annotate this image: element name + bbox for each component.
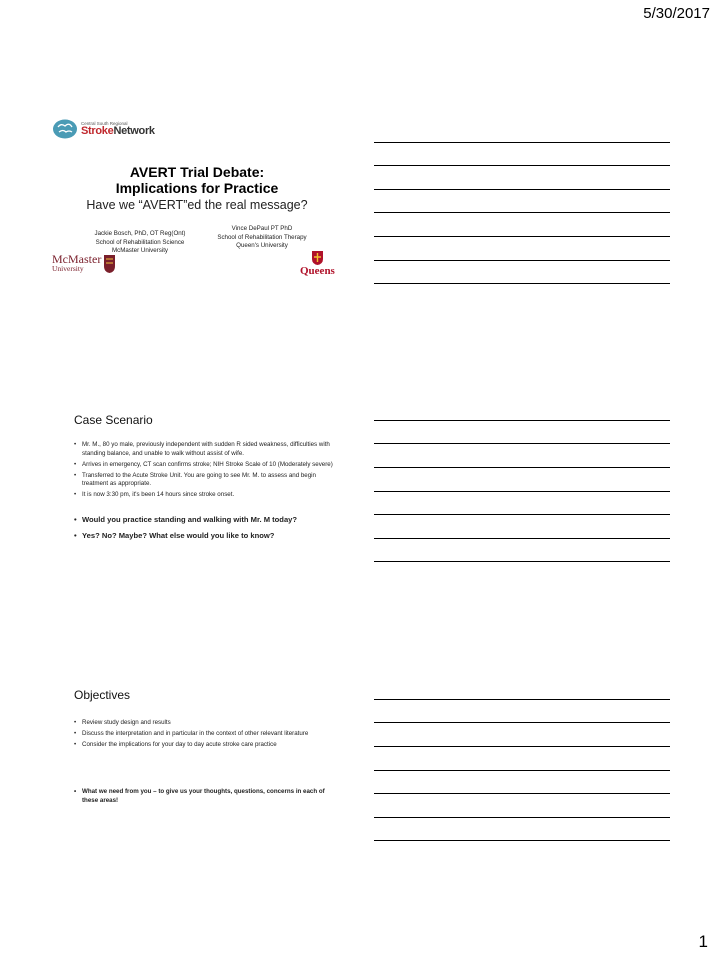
slide1-title-line1: AVERT Trial Debate: xyxy=(129,164,265,180)
notes-line xyxy=(374,189,670,190)
case-question: • Yes? No? Maybe? What else would you like to know? xyxy=(74,530,344,541)
notes-line xyxy=(374,793,670,794)
notes-line xyxy=(374,514,670,515)
slide3-title: Objectives xyxy=(74,688,131,702)
author-right-university: Queen's University xyxy=(236,242,288,250)
slide-case-scenario xyxy=(44,403,350,631)
queens-logo xyxy=(300,250,335,277)
mcmaster-logo-line2: University xyxy=(52,264,84,273)
notes-line xyxy=(374,212,670,213)
slide-objectives xyxy=(44,676,350,904)
mcmaster-logo-line1: McMaster xyxy=(52,252,102,266)
notes-line xyxy=(374,538,670,539)
slide2-title: Case Scenario xyxy=(74,413,153,427)
queens-logo-text: Queens xyxy=(300,265,335,277)
author-right-dept: School of Rehabilitation Therapy xyxy=(217,233,307,241)
notes-line xyxy=(374,699,670,700)
author-right xyxy=(202,225,322,251)
notes-line xyxy=(374,746,670,747)
author-right-name: Vince DePaul PT PhD xyxy=(231,225,293,232)
case-bullet: • Mr. M., 80 yo male, previously independent with sudden R sided weakness, difficulties with standing balance, and unable to walk without assist of wife. xyxy=(74,441,336,458)
author-left-name: Jackie Bosch, PhD, OT Reg(Ont) xyxy=(94,230,186,237)
notes-line xyxy=(374,443,670,444)
notes-line xyxy=(374,165,670,166)
notes-line xyxy=(374,467,670,468)
case-question: • Would you practice standing and walking with Mr. M today? xyxy=(74,514,344,525)
objective-bullet: • Review study design and results xyxy=(74,719,336,728)
case-question-bullets xyxy=(74,514,344,546)
notes-line xyxy=(374,491,670,492)
network-logo-stroke: Stroke xyxy=(81,125,114,137)
queens-crest-icon xyxy=(311,250,324,266)
print-date: 5/30/2017 xyxy=(643,5,710,22)
case-bullets xyxy=(74,441,336,502)
slide-title xyxy=(44,100,350,328)
case-bullet: • Transferred to the Acute Stroke Unit. You are going to see Mr. M. to assess and begin treatment as appropriate. xyxy=(74,472,336,489)
network-logo-network: Network xyxy=(113,125,155,137)
notes-line xyxy=(374,283,670,284)
author-left-dept: School of Rehabilitation Science xyxy=(95,238,185,246)
mcmaster-logo xyxy=(52,254,116,274)
page-number: 1 xyxy=(698,932,708,951)
notes-line xyxy=(374,561,670,562)
objective-bullet: • Discuss the interpretation and in particular in the context of other relevant literature xyxy=(74,730,336,739)
notes-line xyxy=(374,817,670,818)
author-left-university: McMaster University xyxy=(111,247,169,255)
objective-bullet: • Consider the implications for your day to day acute stroke care practice xyxy=(74,741,336,750)
case-bullet: • It is now 3:30 pm, it's been 14 hours since stroke onset. xyxy=(74,491,336,500)
notes-line xyxy=(374,840,670,841)
objective-bullets xyxy=(74,719,336,752)
notes-line xyxy=(374,420,670,421)
notes-line xyxy=(374,236,670,237)
objective-request: • What we need from you – to give us your thoughts, questions, concerns in each of these areas! xyxy=(74,788,336,805)
notes-line xyxy=(374,142,670,143)
slide1-title-line2: Implications for Practice xyxy=(115,180,279,196)
network-logo-line1: Central South Regional xyxy=(81,121,128,126)
objective-bold-bullet xyxy=(74,788,336,808)
notes-line xyxy=(374,722,670,723)
case-bullet: • Arrives in emergency, CT scan confirms stroke; NIH Stroke Scale of 10 (Moderately severe) xyxy=(74,461,336,470)
stroke-network-logo xyxy=(52,118,155,140)
notes-line xyxy=(374,770,670,771)
mcmaster-shield-icon xyxy=(103,254,116,274)
notes-line xyxy=(374,260,670,261)
brain-icon xyxy=(52,118,78,140)
slide1-subtitle: Have we “AVERT”ed the real message? xyxy=(86,198,308,212)
